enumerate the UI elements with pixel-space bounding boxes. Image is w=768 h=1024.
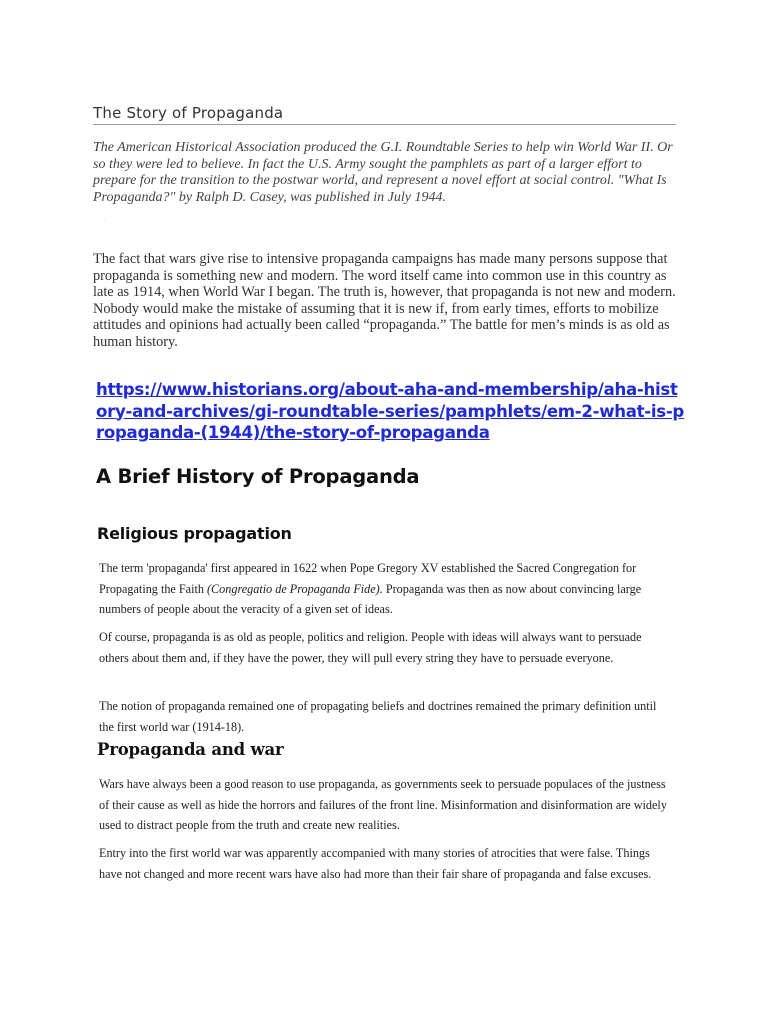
religious-paragraph-2: Of course, propaganda is as old as people, politics and religion. People with ideas will always want to persuade others about them and, if they have the power, they will pull every string they have to persuade everyone.	[99, 630, 642, 665]
religious-p1-text: The term 'propaganda' first appeared in 1622 when Pope Gregory XV established the Sacred Congregation for Propagating the Faith	[99, 561, 637, 596]
stray-mark: ·	[104, 217, 106, 223]
religious-p1-latin: (Congregatio de Propaganda Fide).	[206, 581, 383, 596]
religious-paragraph-1	[99, 558, 669, 620]
religious-paragraph-3: The notion of propaganda remained one of propagating beliefs and doctrines remained the primary definition until the first world war (1914-18).	[99, 699, 657, 734]
page-title: The Story of Propaganda	[93, 104, 676, 125]
religious-p1-text-end: Propaganda was then as now about convincing large numbers of people about the veracity of a given set of ideas.	[99, 581, 642, 616]
source-link[interactable]: https://www.historians.org/about-aha-and-membership/aha-history-and-archives/gi-roundtable-series/pamphlets/em-2-what-is-propaganda-(1944)/the-story-of-propaganda	[96, 380, 684, 442]
history-heading: A Brief History of Propaganda	[96, 465, 420, 488]
war-paragraph-1: Wars have always been a good reason to use propaganda, as governments seek to persuade populaces of the justness of their cause as well as hide the horrors and failures of the front line. Misinformation and disinformation are widely used to distract people from the truth and create new realities.	[99, 777, 667, 832]
religious-heading: Religious propagation	[97, 524, 292, 543]
intro-paragraph: The fact that wars give rise to intensive propaganda campaigns has made many persons suppose that propaganda is something new and modern. The word itself came into common use in this country as late as 1914, when World War I began. The truth is, however, that propaganda is not new and modern. Nobody would make the mistake of assuming that it is new if, from early times, efforts to mobilize attitudes and opinions had actually been called “propaganda.” The battle for men’s minds is as old as human history.	[93, 251, 676, 350]
war-paragraph-2: Entry into the first world war was apparently accompanied with many stories of atrocities that were false. Things have not changed and more recent wars have also had more than their fair share of propaganda and false excuses.	[99, 846, 652, 881]
abstract-paragraph: The American Historical Association produced the G.I. Roundtable Series to help win World War II. Or so they were led to believe. In fact the U.S. Army sought the pamphlets as part of a larger effort to prepare for the transition to the postwar world, and represent a novel effort at social control. "What Is Propaganda?" by Ralph D. Casey, was published in July 1944.	[93, 140, 673, 205]
war-heading: Propaganda and war	[97, 740, 284, 759]
